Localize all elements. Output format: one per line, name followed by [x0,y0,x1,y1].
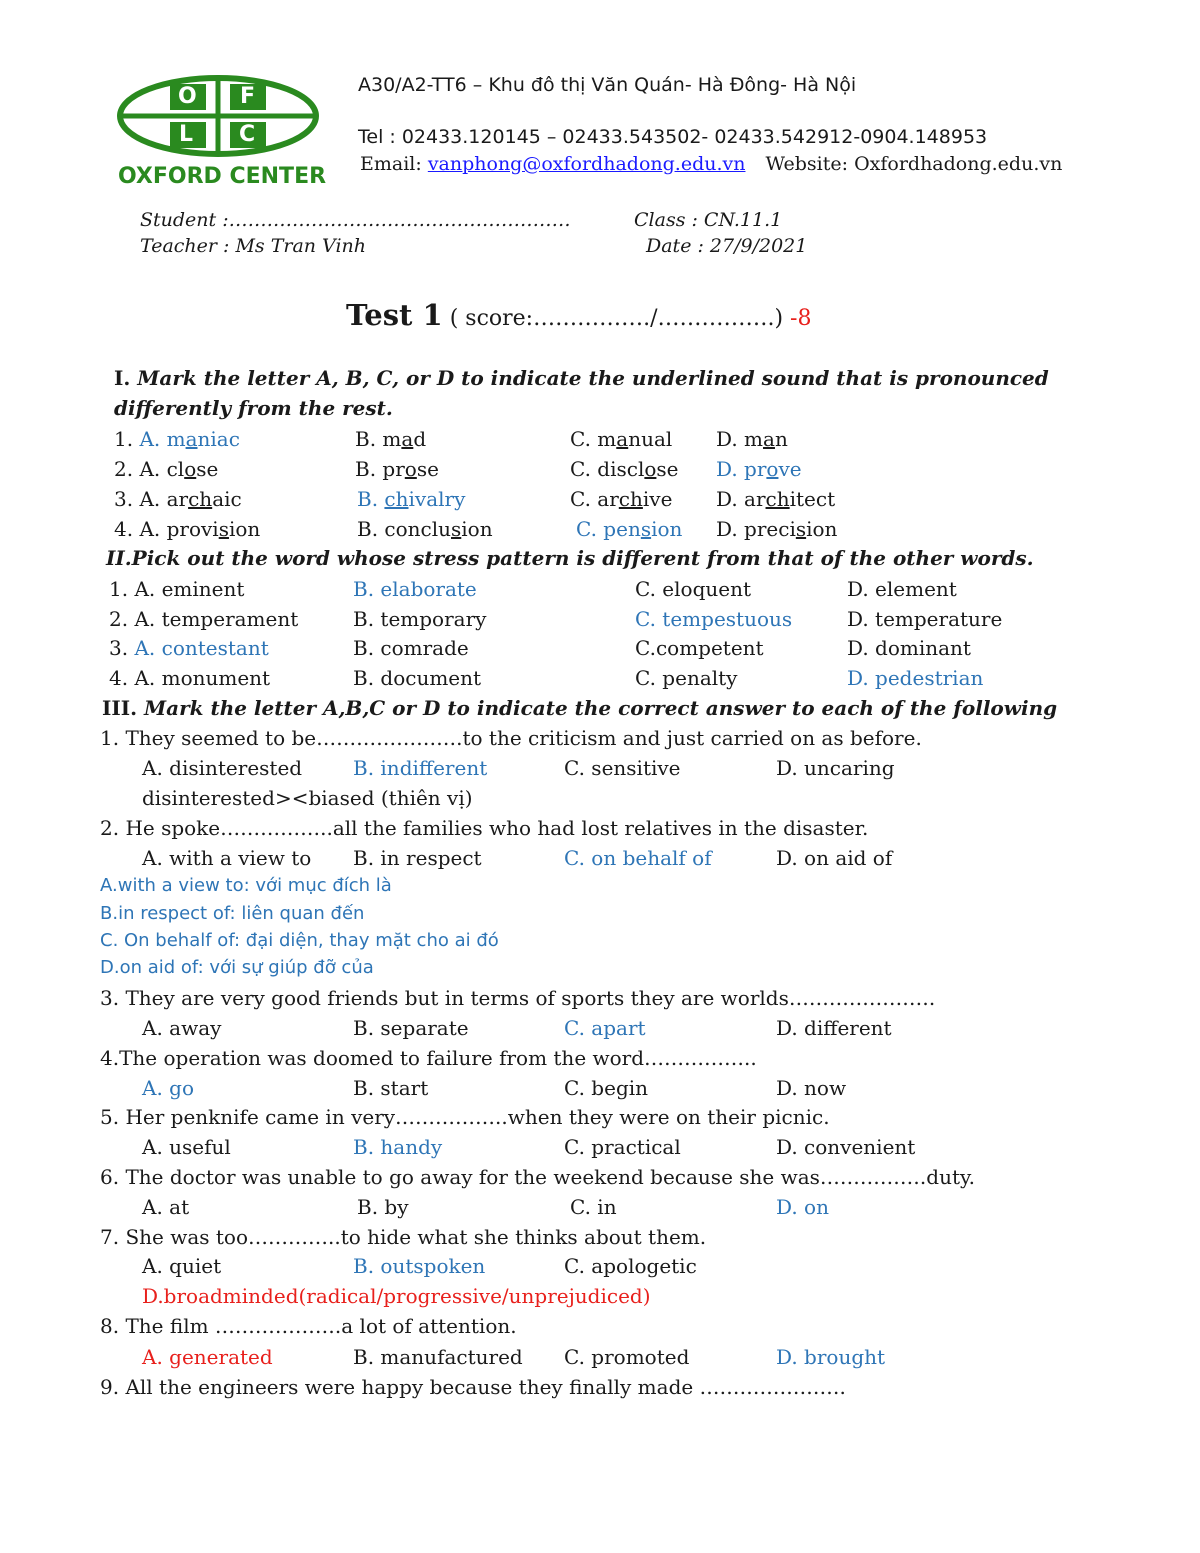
q1-b[interactable]: B. indifferent [353,756,488,780]
q7-c[interactable]: C. apologetic [564,1254,697,1278]
section1-heading-line2: differently from the rest. [114,396,393,420]
section1-number: I. [114,366,138,390]
section1-heading [114,366,1049,390]
question-8: 8. The film ……………….a lot of attention. [100,1314,517,1338]
q7-a[interactable]: A. quiet [142,1254,222,1278]
s1q4-c[interactable]: C. pension [576,517,683,541]
q7-d[interactable]: D.broadminded(radical/progressive/unprejudiced) [142,1284,651,1308]
header-address: A30/A2-TT6 – Khu đô thị Văn Quán- Hà Đông- Hà Nội [358,74,857,96]
s1q1-a-text: A. maniac [139,427,240,451]
s2q2-c[interactable]: C. tempestuous [635,607,793,631]
q2-d[interactable]: D. on aid of [776,846,893,870]
section2-heading: II.Pick out the word whose stress pattern is different from that of the other words. [106,546,1034,570]
q4-d[interactable]: D. now [776,1076,847,1100]
q3-d[interactable]: D. different [776,1016,892,1040]
section3-heading [102,696,1057,720]
q8-b[interactable]: B. manufactured [353,1345,523,1369]
s2q4-d[interactable]: D. pedestrian [847,666,984,690]
logo-letter-o: O [178,84,197,109]
website: Website: Oxfordhadong.edu.vn [765,153,1063,175]
q2-c[interactable]: C. on behalf of [564,846,712,870]
logo-letter-f: F [240,84,256,109]
s1q4-a[interactable]: 4. A. provision [114,517,261,541]
teacher-field: Teacher : Ms Tran Vinh [140,235,366,257]
s2q4-a[interactable]: 4. A. monument [109,666,271,690]
q4-c[interactable]: C. begin [564,1076,649,1100]
q1-c[interactable]: C. sensitive [564,756,681,780]
q6-b[interactable]: B. by [357,1195,409,1219]
s2q1-d[interactable]: D. element [847,577,957,601]
s2q3-d[interactable]: D. dominant [847,636,971,660]
s1q1-b[interactable]: B. mad [355,427,427,451]
score-mark: -8 [783,306,812,331]
q6-a[interactable]: A. at [142,1195,190,1219]
question-6: 6. The doctor was unable to go away for the weekend because she was…………….duty. [100,1165,975,1189]
page-title [346,298,812,332]
s1q4-d[interactable]: D. precision [716,517,838,541]
student-field: Student :……………………………………………… [140,209,571,231]
s2q3-a-text: A. contestant [134,636,269,660]
q1-note: disinterested><biased (thiên vị) [142,786,473,810]
question-2: 2. He spoke……………..all the families who had lost relatives in the disaster. [100,816,869,840]
s1q4-b[interactable]: B. conclusion [357,517,493,541]
q2-note-a: A.with a view to: với mục đích là [100,875,392,896]
q5-d[interactable]: D. convenient [776,1135,916,1159]
logo-letter-c: C [239,122,256,147]
s2q1-b[interactable]: B. elaborate [353,577,477,601]
s2q2-d[interactable]: D. temperature [847,607,1003,631]
s1q2-c[interactable]: C. disclose [570,457,679,481]
q2-b[interactable]: B. in respect [353,846,482,870]
q7-b[interactable]: B. outspoken [353,1254,486,1278]
s2q3-b[interactable]: B. comrade [353,636,469,660]
q6-c[interactable]: C. in [570,1195,617,1219]
s2q3-c[interactable]: C.competent [635,636,764,660]
email-link[interactable]: vanphong@oxfordhadong.edu.vn [427,153,746,175]
test-title: Test 1 [346,298,443,332]
q4-a[interactable]: A. go [142,1076,195,1100]
s1q3-c[interactable]: C. archive [570,487,673,511]
header-contact [360,153,1062,175]
s2q2-b[interactable]: B. temporary [353,607,487,631]
s1q1-c[interactable]: C. manual [570,427,673,451]
q4-b[interactable]: B. start [353,1076,429,1100]
q6-d[interactable]: D. on [776,1195,829,1219]
q5-a[interactable]: A. useful [142,1135,231,1159]
s2q4-b[interactable]: B. document [353,666,482,690]
q3-c[interactable]: C. apart [564,1016,646,1040]
s1q2-a[interactable]: 2. A. close [114,457,219,481]
section1-heading-text: Mark the letter A, B, C, or D to indicate the underlined sound that is pronounced [137,366,1049,390]
s1q1-a[interactable] [114,427,240,451]
s1q2-d[interactable]: D. prove [716,457,802,481]
section3-number: III. [102,696,144,720]
s1q1-d[interactable]: D. man [716,427,788,451]
q2-note-b: B.in respect of: liên quan đến [100,903,365,924]
class-field: Class : CN.11.1 [634,209,783,231]
question-4: 4.The operation was doomed to failure from the word…………….. [100,1046,757,1070]
question-5: 5. Her penknife came in very……………..when they were on their picnic. [100,1105,830,1129]
section3-heading-text: Mark the letter A,B,C or D to indicate the correct answer to each of the following [144,696,1058,720]
q8-d[interactable]: D. brought [776,1345,886,1369]
q3-a[interactable]: A. away [142,1016,222,1040]
q1-a[interactable]: A. disinterested [142,756,303,780]
header-tel: Tel : 02433.120145 – 02433.543502- 02433.542912-0904.148953 [358,126,988,148]
date-field: Date : 27/9/2021 [646,235,808,257]
s1q3-a[interactable]: 3. A. archaic [114,487,242,511]
logo [112,72,327,192]
q8-a[interactable]: A. generated [142,1345,273,1369]
s1q3-b[interactable]: B. chivalry [357,487,466,511]
q2-a[interactable]: A. with a view to [142,846,312,870]
logo-letter-l: L [179,122,194,147]
question-3: 3. They are very good friends but in terms of sports they are worlds…………………. [100,986,936,1010]
s2q1-c[interactable]: C. eloquent [635,577,752,601]
email-label: Email: [360,153,428,175]
s2q2-a[interactable]: 2. A. temperament [109,607,299,631]
q8-c[interactable]: C. promoted [564,1345,690,1369]
q3-b[interactable]: B. separate [353,1016,469,1040]
s1q1-num: 1. [114,427,140,451]
score-field: ( score:……………./…………….) [442,306,784,331]
q5-c[interactable]: C. practical [564,1135,681,1159]
q1-d[interactable]: D. uncaring [776,756,895,780]
s2q4-c[interactable]: C. penalty [635,666,738,690]
s1q2-b[interactable]: B. prose [355,457,439,481]
q5-b[interactable]: B. handy [353,1135,443,1159]
s2q1-a[interactable]: 1. A. eminent [109,577,245,601]
question-1: 1. They seemed to be………………….to the criticism and just carried on as before. [100,726,922,750]
q2-note-c: C. On behalf of: đại diện, thay mặt cho ai đó [100,930,499,951]
logo-name: OXFORD CENTER [118,164,327,189]
question-7: 7. She was too…………..to hide what she thinks about them. [100,1225,707,1249]
s2q3-a[interactable] [109,636,269,660]
s1q3-d[interactable]: D. architect [716,487,836,511]
q2-note-d: D.on aid of: với sự giúp đỡ của [100,957,374,978]
question-9: 9. All the engineers were happy because they finally made …………………. [100,1375,846,1399]
s2q3-num: 3. [109,636,135,660]
